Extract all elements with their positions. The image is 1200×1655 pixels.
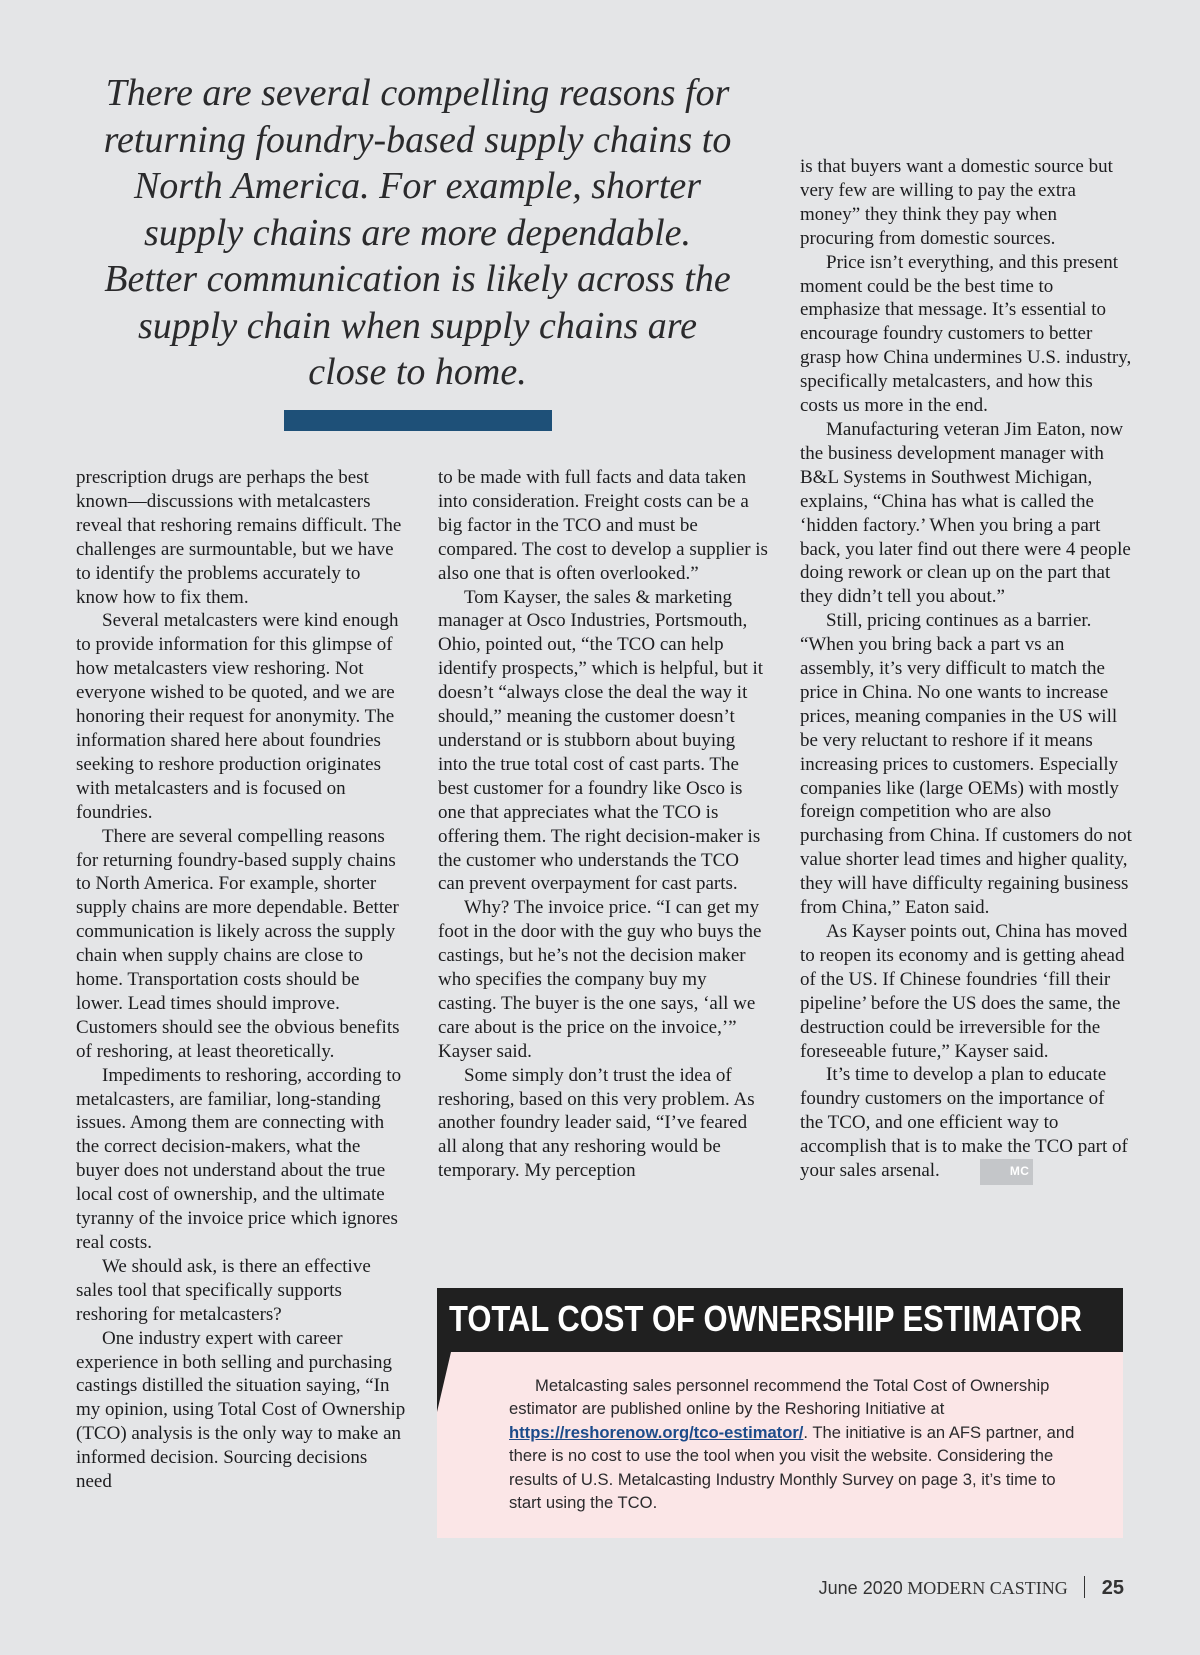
paragraph: One industry expert with career experience in both selling and purchasing castings distilled the situation saying, “In my opinion, using Total Cost of Ownership (TCO) analysis is the only way to make an informed decision. Sourcing decisions need [76, 1327, 406, 1493]
sidebar-header [437, 1288, 1123, 1352]
paragraph: Why? The invoice price. “I can get my foot in the door with the guy who buys the castings, but he’s not the decision maker who specifies the company buy my casting. The buyer is the one says, ‘all we care about is the price on the invoice,’” Kayser said. [438, 897, 762, 1062]
tco-estimator-link[interactable]: https://reshorenow.org/tco-estimator/ [509, 1422, 804, 1442]
paragraph-last [800, 1063, 1132, 1185]
footer-divider [1084, 1576, 1085, 1598]
sidebar-title: TOTAL COST OF OWNERSHIP ESTIMATOR [449, 1298, 1082, 1339]
paragraph: Tom Kayser, the sales & marketing manager at Osco Industries, Portsmouth, Ohio, pointed out, “the TCO can help identify prospects,” which is helpful, but it doesn’t “always close the deal the way it should,” meaning the customer doesn’t understand or is stubborn about buying into the true total cost of cast parts. The best customer for a foundry like Osco is one that appreciates what the TCO is offering them. The right decision-maker is the customer who understands the TCO can prevent overpayment for cast parts. [438, 586, 764, 895]
tco-sidebar [437, 1288, 1123, 1538]
paragraph: We should ask, is there an effective sales tool that specifically supports reshoring for metalcasters? [76, 1255, 371, 1325]
article-column-2 [438, 466, 768, 1183]
magazine-name: MODERN CASTING [907, 1578, 1068, 1598]
issue-date: June 2020 [818, 1578, 903, 1598]
sidebar-body-text-end: . The initiative is an AFS partner, and there is no cost to use the tool when you visit the website. Considering the results of U.S. Metalcasting Industry Monthly Survey on page 3, it’s time to start using the TCO. [509, 1422, 1075, 1513]
paragraph: Manufacturing veteran Jim Eaton, now the business development manager with B&L Systems in Southwest Michigan, explains, “China has what is called the ‘hidden factory.’ When you bring a part back, you later find out there were 4 people doing rework or clean up on the part that they didn’t tell you about.” [800, 418, 1131, 608]
sidebar-body [509, 1374, 1079, 1514]
paragraph: There are several compelling reasons for returning foundry-based supply chains to North America. For example, shorter supply chains are more dependable. Better communication is likely across the supply chain when supply chains are close to home. Transportation costs should be lower. Lead times should improve. Customers should see the obvious benefits of reshoring, at least theoretically. [76, 825, 400, 1062]
sidebar-header-tab [437, 1352, 451, 1412]
paragraph: Several metalcasters were kind enough to provide information for this glimpse of how metalcasters view reshoring. Not everyone wished to be quoted, and we are honoring their request for anonymity. The information shared here about foundries seeking to reshore production originates with metalcasters and is focused on foundries. [76, 610, 399, 823]
paragraph: Price isn’t everything, and this present moment could be the best time to emphasize that message. It’s essential to encourage foundry customers to better grasp how China undermines U.S. industry, specifically metalcasters, and how this costs us more in the end. [800, 251, 1132, 417]
sidebar-body-text: Metalcasting sales personnel recommend the Total Cost of Ownership estimator are published online by the Reshoring Initiative at [509, 1376, 1050, 1419]
page-number: 25 [1101, 1577, 1124, 1599]
paragraph: prescription drugs are perhaps the best known—discussions with metalcasters reveal that reshoring remains difficult. The challenges are surmountable, but we have to identify the problems accurately to know how to fix them. [76, 467, 402, 608]
paragraph: As Kayser points out, China has moved to reopen its economy and is getting ahead of the US. If Chinese foundries ‘fill their pipeline’ before the US does the same, the destruction could be irreversible for the foreseeable future,” Kayser said. [800, 921, 1128, 1062]
pull-quote-rule [284, 410, 552, 431]
paragraph: Some simply don’t trust the idea of reshoring, based on this very problem. As another foundry leader said, “I’ve feared all along that any reshoring would be temporary. My perception [438, 1064, 755, 1182]
paragraph: is that buyers want a domestic source but very few are willing to pay the extra money” they think they pay when procuring from domestic sources. [800, 156, 1113, 249]
paragraph: Impediments to reshoring, according to metalcasters, are familiar, long-standing issues. Among them are connecting with the correct decision-makers, what the buyer does not understand about the true local cost of ownership, and the ultimate tyranny of the invoice price which ignores real costs. [76, 1064, 402, 1253]
last-paragraph-text: It’s time to develop a plan to educate foundry customers on the importance of the TCO, and one efficient way to accomplish that is to make the TCO part of your sales arsenal. [800, 1064, 1128, 1182]
page-footer [819, 1576, 1124, 1600]
end-mark-badge: MC [980, 1159, 1034, 1185]
paragraph: Still, pricing continues as a barrier. “When you bring back a part vs an assembly, it’s very difficult to match the price in China. No one wants to increase prices, meaning companies in the US will be very reluctant to reshore if it means increasing prices to customers. Especially companies like (large OEMs) with mostly foreign competition who are also purchasing from China. If customers do not value shorter lead times and higher quality, they will have difficulty regaining business from China,” Eaton said. [800, 610, 1132, 919]
article-column-3 [800, 155, 1132, 1185]
article-column-1 [76, 466, 406, 1494]
pull-quote: There are several compelling reasons for returning foundry-based supply chains to North America. For example, shorter supply chains are more dependable. Better communication is likely across the supply chain when supply chains are close to home. [103, 72, 732, 393]
paragraph: to be made with full facts and data taken into consideration. Freight costs can be a big factor in the TCO and must be compared. The cost to develop a supplier is also one that is often overlooked.” [438, 467, 768, 584]
